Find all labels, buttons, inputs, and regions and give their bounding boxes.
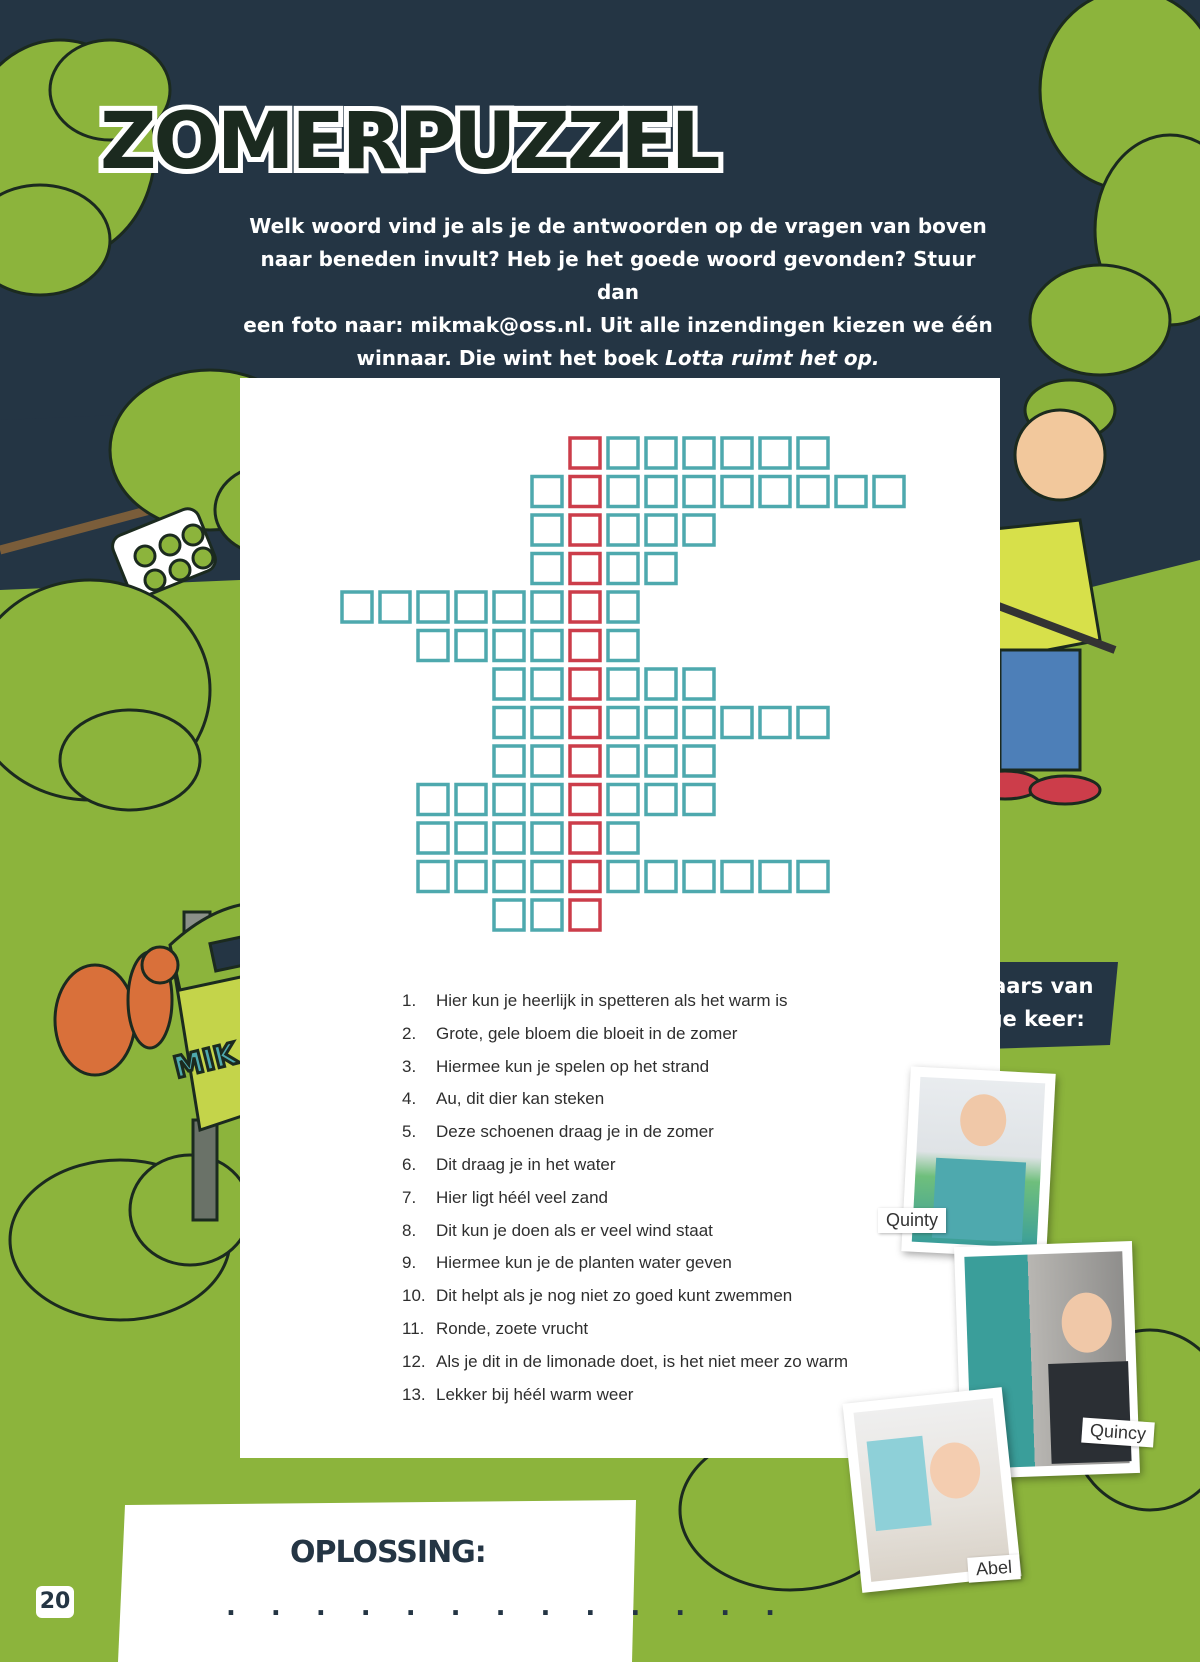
clue-text: Hier kun je heerlijk in spetteren als het warm is [436,991,788,1010]
clue-item [402,1379,848,1412]
winner-name-quinty: Quinty [878,1208,946,1233]
clue-text: Dit kun je doen als er veel wind staat [436,1220,713,1240]
clue-number: 10. [402,1286,426,1306]
clue-text: Hiermee kun je de planten water geven [436,1253,732,1273]
intro-line: naar beneden invult? Heb je het goede woord gevonden? Stuur dan [260,247,976,304]
clue-item [402,1215,848,1248]
winner-name-abel: Abel [967,1554,1021,1583]
page-number: 20 [36,1586,74,1618]
solution-label: OPLOSSING: [290,1535,486,1570]
clue-item [402,1018,848,1051]
clue-text: Lekker bij héél warm weer [436,1384,634,1404]
clue-text: Ronde, zoete vrucht [436,1318,589,1338]
clue-item [402,1313,848,1346]
intro-text [238,210,998,375]
clue-item [402,1051,848,1084]
clue-number: 4. [402,1089,417,1109]
book-title: Lotta ruimt het op. [665,346,880,370]
clue-item [402,1116,848,1149]
intro-line [238,342,998,375]
clue-number: 6. [402,1154,417,1174]
intro-line-prefix: winnaar. Die wint het boek [356,346,666,370]
clue-number: 3. [402,1056,417,1076]
clue-number: 9. [402,1253,417,1273]
clue-number: 8. [402,1220,417,1240]
clue-item [402,1083,848,1116]
clue-item [402,1149,848,1182]
clue-text: Au, dit dier kan steken [436,1089,605,1109]
clue-text: Dit helpt als je nog niet zo goed kunt zwemmen [436,1286,793,1306]
clue-text: Grote, gele bloem die bloeit in de zomer [436,1023,738,1043]
clue-item [402,1182,848,1215]
clue-number: 2. [402,1023,417,1043]
clue-text: Dit draag je in het water [436,1154,616,1174]
clue-list [402,985,848,1411]
clue-item [402,1247,848,1280]
clue-number: 13. [402,1384,426,1404]
clue-text: Hiermee kun je spelen op het strand [436,1056,710,1076]
clue-item [402,985,848,1018]
bin-logo-text: MIK [170,1036,242,1087]
clue-item [402,1280,848,1313]
clue-item [402,1346,848,1379]
clue-text: Als je dit in de limonade doet, is het niet meer zo warm [436,1351,848,1371]
bush-left-middle [0,580,210,810]
clue-number: 1. [402,991,417,1010]
winners-heading [890,970,1100,1036]
solution-box-shape [118,1500,636,1662]
clue-number: 11. [402,1318,425,1338]
clue-number: 12. [402,1351,426,1371]
solution-answer-dots[interactable]: . . . . . . . . . . . . . [226,1592,789,1622]
page-title [92,80,718,190]
clue-text: Deze schoenen draag je in de zomer [436,1122,714,1142]
clue-number: 5. [402,1122,417,1142]
title-text: ZOMERPUZZEL [100,97,718,187]
clue-number: 7. [402,1187,417,1207]
clue-text: Hier ligt héél veel zand [436,1187,608,1207]
winners-heading-line: de vorige keer: [905,1007,1085,1031]
winner-name-quincy: Quincy [1081,1418,1155,1448]
intro-line: een foto naar: mikmak@oss.nl. Uit alle inzendingen kiezen we één [243,313,993,337]
winners-heading-line: De winnaars van [896,974,1094,998]
intro-line: Welk woord vind je als je de antwoorden op de vragen van boven [249,214,987,238]
